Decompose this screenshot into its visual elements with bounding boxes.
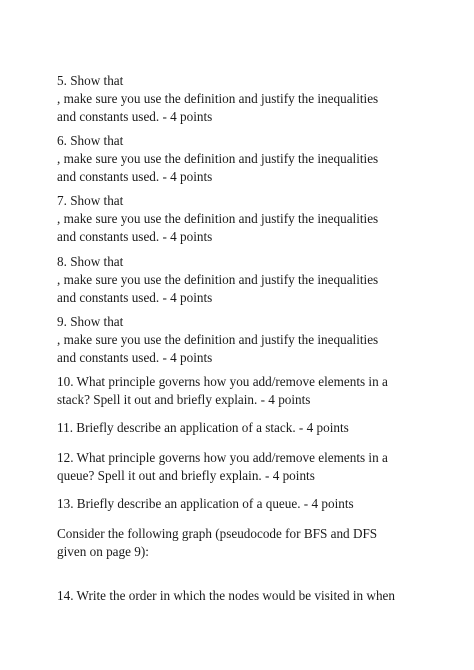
text-line: and constants used. - 4 points: [57, 290, 213, 305]
text-line: 14. Write the order in which the nodes would be visited in when: [57, 588, 395, 603]
question-10: [57, 373, 457, 409]
text-line: 11. Briefly describe an application of a stack. - 4 points: [57, 420, 349, 435]
text-line: Consider the following graph (pseudocode for BFS and DFS: [57, 526, 378, 541]
question-11: [57, 419, 457, 437]
question-5: [57, 72, 457, 126]
text-line: 8. Show that: [57, 254, 124, 269]
question-9: [57, 313, 457, 367]
text-line: , make sure you use the definition and justify the inequalities: [57, 211, 379, 226]
text-line: and constants used. - 4 points: [57, 350, 213, 365]
graph-intro: [57, 525, 457, 561]
text-line: and constants used. - 4 points: [57, 229, 213, 244]
text-line: 12. What principle governs how you add/remove elements in a: [57, 450, 388, 465]
question-12: [57, 449, 457, 485]
question-13: [57, 495, 457, 513]
text-line: and constants used. - 4 points: [57, 169, 213, 184]
text-line: given on page 9):: [57, 544, 149, 559]
text-line: 6. Show that: [57, 133, 124, 148]
text-line: , make sure you use the definition and justify the inequalities: [57, 151, 379, 166]
text-line: 13. Briefly describe an application of a queue. - 4 points: [57, 496, 354, 511]
text-line: and constants used. - 4 points: [57, 109, 213, 124]
question-6: [57, 132, 457, 186]
question-8: [57, 253, 457, 307]
question-7: [57, 192, 457, 246]
text-line: , make sure you use the definition and justify the inequalities: [57, 91, 379, 106]
text-line: 5. Show that: [57, 73, 124, 88]
text-line: , make sure you use the definition and justify the inequalities: [57, 272, 379, 287]
text-line: 7. Show that: [57, 193, 124, 208]
text-line: stack? Spell it out and briefly explain. - 4 points: [57, 392, 311, 407]
text-line: , make sure you use the definition and justify the inequalities: [57, 332, 379, 347]
question-14: [57, 587, 457, 605]
text-line: queue? Spell it out and briefly explain. - 4 points: [57, 468, 315, 483]
text-line: 10. What principle governs how you add/remove elements in a: [57, 374, 388, 389]
text-line: 9. Show that: [57, 314, 124, 329]
